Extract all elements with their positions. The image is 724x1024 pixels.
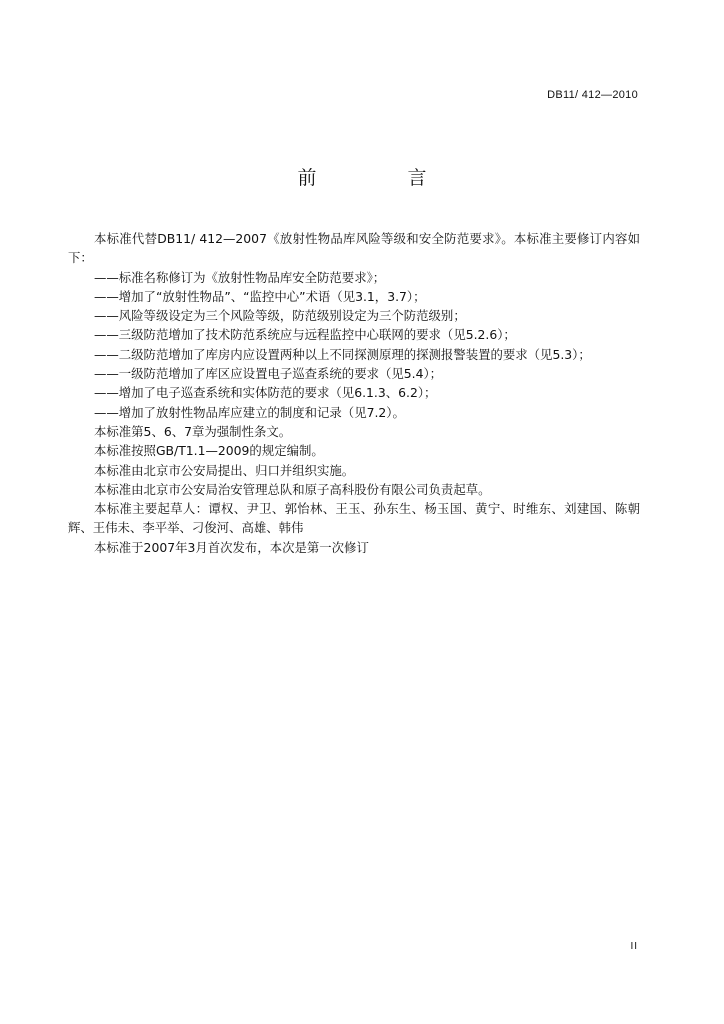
drafting-rule-paragraph: 本标准按照GB/T1.1—2009的规定编制。 bbox=[94, 443, 324, 459]
revision-item: ——标准名称修订为《放射性物品库安全防范要求》； bbox=[94, 269, 386, 285]
mandatory-clause-paragraph: 本标准第5、6、7章为强制性条文。 bbox=[94, 423, 292, 439]
drafters-paragraph: 本标准主要起草人：谭权、尹卫、郭怡林、王玉、孙东生、杨玉国、黄宁、时维东、刘建国、陈朝辉、王伟未、李平举、刁俊河、高雄、韩伟 bbox=[68, 501, 640, 536]
revision-item: ——增加了电子巡查系统和实体防范的要求（见6.1.3、6.2）； bbox=[94, 385, 437, 401]
revision-item: ——二级防范增加了库房内应设置两种以上不同探测原理的探测报警装置的要求（见5.3）； bbox=[94, 346, 591, 362]
revision-item: ——增加了放射性物品库应建立的制度和记录（见7.2）。 bbox=[94, 404, 405, 420]
publication-history-paragraph: 本标准于2007年3月首次发布，本次是第一次修订 bbox=[94, 539, 369, 555]
standard-code-header: DB11/ 412—2010 bbox=[547, 89, 638, 101]
intro-paragraph: 本标准代替DB11/ 412—2007《放射性物品库风险等级和安全防范要求》。本标准主要修订内容如下： bbox=[68, 231, 640, 266]
foreword-body bbox=[68, 229, 640, 557]
drafting-unit-paragraph: 本标准由北京市公安局治安管理总队和原子高科股份有限公司负责起草。 bbox=[94, 481, 491, 497]
revision-item: ——风险等级设定为三个风险等级，防范级别设定为三个防范级别； bbox=[94, 308, 466, 324]
revision-item: ——增加了“放射性物品”、“监控中心”术语（见3.1，3.7）； bbox=[94, 288, 426, 304]
page-title: 前 言 bbox=[297, 167, 463, 189]
revision-item: ——三级防范增加了技术防范系统应与远程监控中心联网的要求（见5.2.6）； bbox=[94, 327, 516, 343]
proposer-paragraph: 本标准由北京市公安局提出、归口并组织实施。 bbox=[94, 462, 355, 478]
revision-item: ——一级防范增加了库区应设置电子巡查系统的要求（见5.4）； bbox=[94, 366, 443, 382]
page-number: II bbox=[630, 941, 638, 952]
revision-list bbox=[68, 268, 640, 422]
